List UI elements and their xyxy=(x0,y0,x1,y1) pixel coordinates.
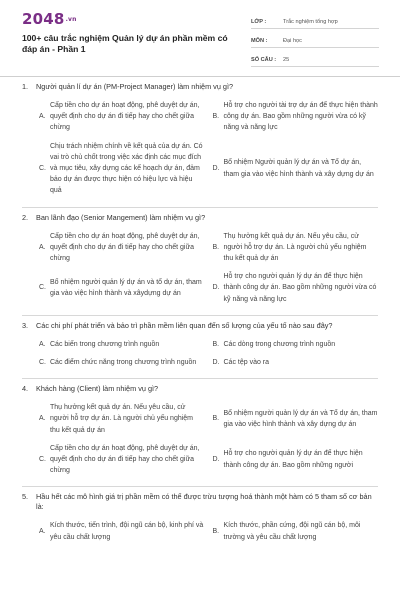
meta-value: Trắc nghiệm tổng hợp xyxy=(283,19,338,25)
question-number: 1. xyxy=(22,82,29,91)
option-letter: A. xyxy=(39,528,46,536)
option-text: Các tệp vào ra xyxy=(223,359,270,367)
option-letter: C. xyxy=(39,456,46,464)
meta-row-class xyxy=(251,13,379,29)
option-b[interactable] xyxy=(213,520,379,542)
question-list xyxy=(0,77,400,543)
option-letter: C. xyxy=(39,284,46,292)
question-1 xyxy=(0,82,400,208)
option-a[interactable] xyxy=(39,339,205,350)
option-text: Hỗ trợ cho người quản lý dự án để thực hiện thành công dự án. Bao gồm những người xyxy=(223,450,363,469)
meta-value: 25 xyxy=(283,57,290,63)
option-c[interactable] xyxy=(39,357,205,368)
divider xyxy=(22,378,378,379)
meta-label: LỚP : xyxy=(251,19,267,25)
option-d[interactable] xyxy=(213,141,379,197)
option-letter: B. xyxy=(212,528,220,536)
option-text: Bổ nhiệm người quản lý dự án và tổ dự án, tham gia vào việc hình thành và xâydựng dự án xyxy=(50,278,202,298)
question-stem: Khách hàng (Client) làm nhiệm vụ gì? xyxy=(36,384,159,394)
option-text: Chịu trách nhiệm chính về kết quả của dự án. Có vai trò chủ chốt trong việc xác định các mục đích và mục tiêu, xây dựng các kế hoạch dự án, đảm bảo dự án được thực hiện có hiệu lực và hiệu quả xyxy=(50,142,203,195)
option-letter: B. xyxy=(212,113,220,121)
option-letter: A. xyxy=(39,243,46,251)
option-text: Hỗ trợ cho người tài trợ dự án để thực hiện thành công dự án. Bao gồm những người vừa có kỹ năng và năng lực xyxy=(223,102,378,132)
option-letter: D. xyxy=(212,456,220,464)
divider xyxy=(22,486,378,487)
option-b[interactable] xyxy=(213,339,379,350)
option-letter: C. xyxy=(39,165,46,173)
option-d[interactable] xyxy=(213,357,379,368)
question-stem: Hầu hết các mô hình giá trị phần mềm có thể được trừu tượng hoá thành một hàm có 5 tham số cơ bản là: xyxy=(36,492,372,512)
option-a[interactable] xyxy=(39,402,205,436)
logo-suffix: .vn xyxy=(65,16,77,23)
option-letter: B. xyxy=(212,243,220,251)
question-number: 4. xyxy=(22,384,29,394)
option-letter: B. xyxy=(212,340,220,348)
option-text: Thụ hưởng kết quả dự án. Nếu yêu cầu, cử người hỗ trợ dự án. Là người chủ yếu nghiệm thu kết quả dự án xyxy=(50,404,194,434)
option-letter: A. xyxy=(39,340,46,348)
option-text: Các điểm chức năng trong chương trình nguồn xyxy=(50,359,197,367)
answer-options xyxy=(39,339,378,368)
question-3 xyxy=(0,321,400,379)
option-text: Cấp tiền cho dự án hoạt động, phê duyệt dự án, quyết định cho dự án đi tiếp hay cho chết giữa chừng xyxy=(50,444,200,475)
option-text: Các dòng trong chương trình nguồn xyxy=(223,340,336,348)
option-letter: B. xyxy=(212,415,220,423)
option-text: Thụ hưởng kết quả dự án. Nếu yêu cầu, cử người hỗ trợ dự án. Là người chủ yếu nghiệm thu kết quả dự án xyxy=(223,232,367,263)
option-text: Kích thước, phần cứng, đội ngũ cán bộ, môi trường và yêu cầu chất lượng xyxy=(223,522,361,541)
option-letter: C. xyxy=(39,359,46,367)
document-meta xyxy=(251,13,379,70)
option-text: Các biến trong chương trình nguồn xyxy=(50,340,160,348)
option-c[interactable] xyxy=(39,271,205,305)
meta-label: MÔN : xyxy=(251,38,268,44)
option-a[interactable] xyxy=(39,231,205,265)
option-c[interactable] xyxy=(39,443,205,477)
option-a[interactable] xyxy=(39,520,205,542)
question-stem: Các chi phí phát triển và bảo trì phần mềm liên quan đến số lượng của yếu tố nào sau đây? xyxy=(36,320,333,330)
answer-options xyxy=(39,402,378,476)
question-number: 5. xyxy=(22,492,29,502)
question-number: 3. xyxy=(22,320,29,330)
option-letter: D. xyxy=(212,284,220,292)
option-text: Hỗ trợ cho người quản lý dự án để thực hiện thành công dự án. Bao gồm những người vừa có kỹ năng và năng lực xyxy=(223,273,377,303)
option-letter: D. xyxy=(212,359,220,367)
option-text: Bổ nhiệm người quản lý dự án và Tổ dự án, tham gia vào việc hình thành và xây dựng dự án xyxy=(223,409,378,429)
question-stem: Người quản lí dự án (PM-Project Manager) làm nhiệm vụ gì? xyxy=(36,82,234,91)
option-b[interactable] xyxy=(213,402,379,436)
answer-options xyxy=(39,100,378,197)
option-letter: D. xyxy=(212,165,220,173)
option-text: Kích thước, tiến trình, đội ngũ cán bộ, kinh phí và yêu cầu chất lượng xyxy=(50,522,204,541)
logo-main: 2048 xyxy=(22,10,65,28)
divider xyxy=(22,207,378,208)
meta-value: Đại học xyxy=(283,38,302,44)
option-text: Bổ nhiệm Người quản lý dự án và Tổ dự án, tham gia vào việc hình thành và xây dựng dự án xyxy=(223,159,374,178)
document-header xyxy=(0,0,400,77)
question-2 xyxy=(0,213,400,316)
meta-label: SỐ CÂU : xyxy=(251,57,277,63)
question-stem: Ban lãnh đạo (Senior Mangement) làm nhiệm vụ gì? xyxy=(36,212,206,222)
option-b[interactable] xyxy=(213,100,379,134)
option-c[interactable] xyxy=(39,141,205,197)
option-letter: A. xyxy=(39,415,46,423)
question-5 xyxy=(0,492,400,542)
meta-row-question-count xyxy=(251,51,379,67)
meta-row-subject xyxy=(251,32,379,48)
answer-options xyxy=(39,231,378,305)
option-letter: A. xyxy=(39,113,46,121)
document-title: 100+ câu trắc nghiệm Quản lý dự án phần mềm có đáp án - Phần 1 xyxy=(22,33,228,54)
option-b[interactable] xyxy=(213,231,379,265)
option-d[interactable] xyxy=(213,443,379,477)
option-a[interactable] xyxy=(39,100,205,134)
question-4 xyxy=(0,384,400,487)
option-d[interactable] xyxy=(213,271,379,305)
answer-options xyxy=(39,520,378,542)
option-text: Cấp tiền cho dự án hoạt động, phê duyệt dự án, quyết định cho dự án đi tiếp hay cho chết giữa chừng xyxy=(50,102,200,132)
question-number: 2. xyxy=(22,212,29,222)
site-logo[interactable] xyxy=(22,10,77,28)
divider xyxy=(22,315,378,316)
option-text: Cấp tiền cho dự án hoạt động, phê duyệt dự án, quyết định cho dự án đi tiếp hay cho chết giữa chừng xyxy=(50,232,200,263)
